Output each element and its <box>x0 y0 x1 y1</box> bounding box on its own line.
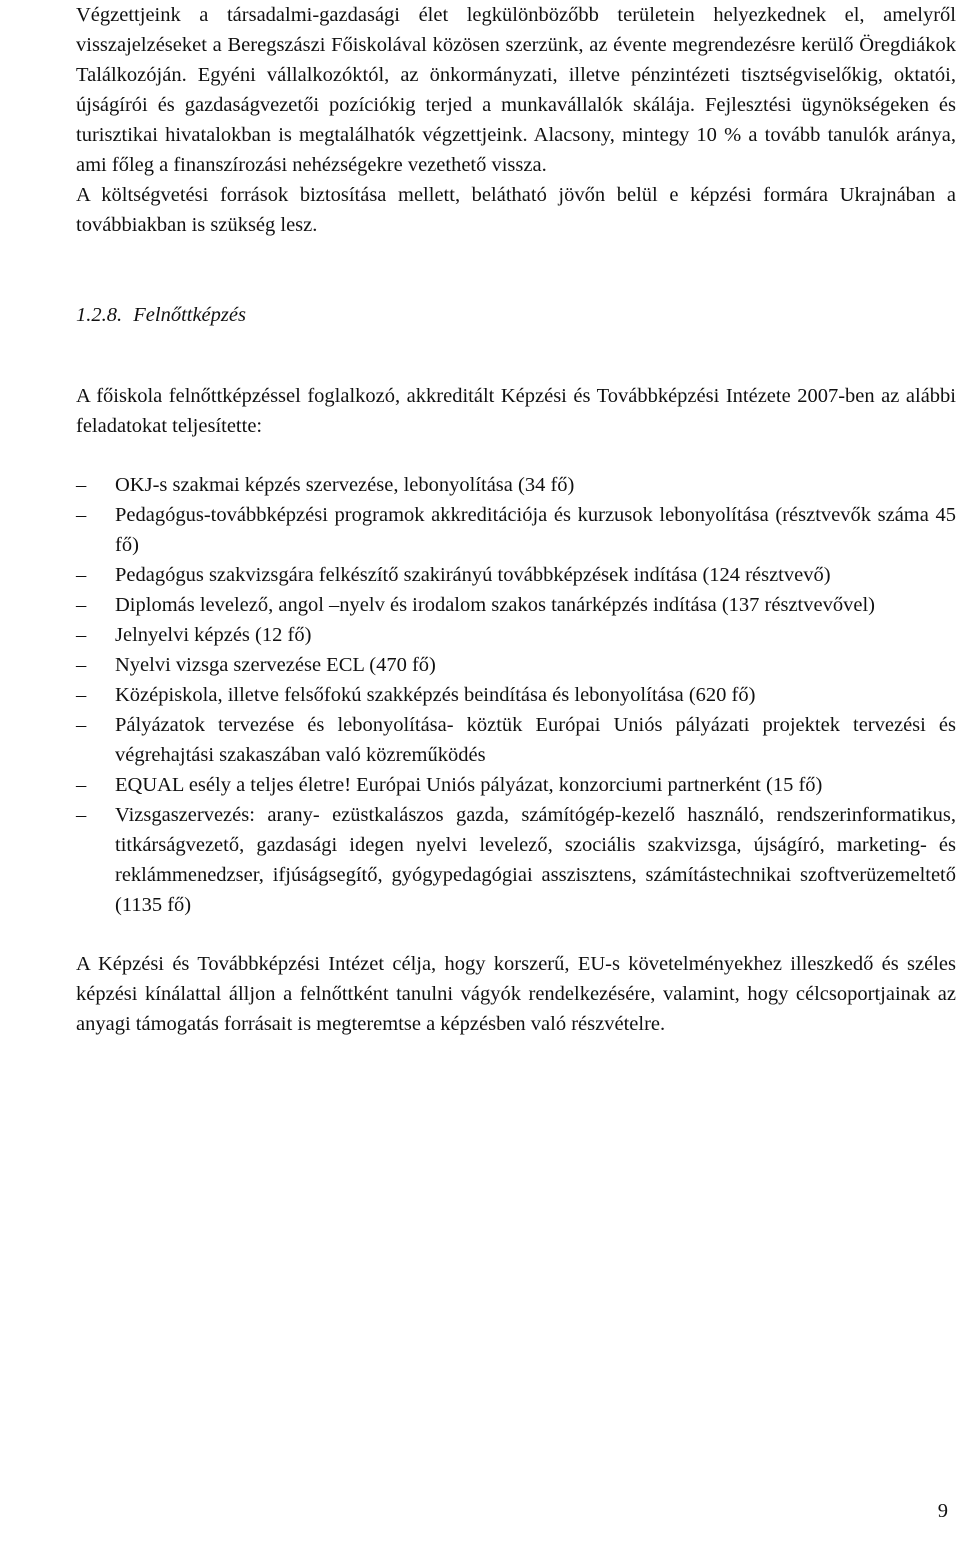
list-item-text: Jelnyelvi képzés (12 fő) <box>115 624 312 646</box>
dash-bullet: – <box>76 654 87 676</box>
list-item-text: Diplomás levelező, angol –nyelv és irodalom szakos tanárképzés indítása (137 résztvevővel) <box>115 594 875 616</box>
paragraph-budget: A költségvetési források biztosítása mellett, belátható jövőn belül e képzési formára Ukrajnában a továbbiakban is szükség lesz. <box>76 184 956 236</box>
dash-bullet: – <box>76 624 87 646</box>
list-item <box>76 770 956 800</box>
page-number: 9 <box>937 1500 948 1522</box>
dash-bullet: – <box>76 564 87 586</box>
list-item <box>76 560 956 590</box>
dash-bullet: – <box>76 684 87 706</box>
list-item-text: OKJ-s szakmai képzés szervezése, lebonyolítása (34 fő) <box>115 474 575 496</box>
list-item <box>76 620 956 650</box>
list-item-text: Pedagógus-továbbképzési programok akkreditációja és kurzusok lebonyolítása (résztvevők száma 45 fő) <box>115 504 956 556</box>
list-item <box>76 800 956 920</box>
list-item <box>76 470 956 500</box>
list-item-text: EQUAL esély a teljes életre! Európai Uniós pályázat, konzorciumi partnerként (15 fő) <box>115 774 823 796</box>
list-item-text: Vizsgaszervezés: arany- ezüstkalászos gazda, számítógép-kezelő használó, rendszerinformatikus, titkárságvezető, gazdasági idegen nyelvi levelező, szociális szakvizsga, újságíró, marketing- és reklámmenedzser, ifjúságsegítő, gyógypedagógiai asszisztens, számítástechnikai szoftverüzemeltető (1135 fő) <box>115 804 956 916</box>
dash-bullet: – <box>76 504 87 526</box>
section-title: Felnőttképzés <box>133 304 246 326</box>
paragraph-institute-goal: A Képzési és Továbbképzési Intézet célja, hogy korszerű, EU-s követelményekhez illeszkedő és széles képzési kínálattal álljon a felnőttként tanulni vágyók rendelkezésére, valamint, hogy célcsoportjainak az anyagi támogatás forrásait is megteremtse a képzésben való részvételre. <box>76 953 956 1035</box>
dash-bullet: – <box>76 804 87 826</box>
dash-bullet: – <box>76 774 87 796</box>
document-page <box>76 0 956 1039</box>
list-item <box>76 650 956 680</box>
list-item <box>76 680 956 710</box>
list-item <box>76 710 956 770</box>
dash-bullet: – <box>76 714 87 736</box>
list-item-text: Nyelvi vizsga szervezése ECL (470 fő) <box>115 654 436 676</box>
list-item <box>76 500 956 560</box>
list-item-text: Pályázatok tervezése és lebonyolítása- köztük Európai Uniós pályázati projektek tervezési és végrehajtási szakaszában való közreműködés <box>115 714 956 766</box>
list-item-text: Pedagógus szakvizsgára felkészítő szakirányú továbbképzések indítása (124 résztvevő) <box>115 564 831 586</box>
section-heading <box>76 300 956 330</box>
dash-bullet: – <box>76 474 87 496</box>
task-list <box>76 470 956 920</box>
section-number: 1.2.8. <box>76 304 123 326</box>
dash-bullet: – <box>76 594 87 616</box>
paragraph-institute-intro: A főiskola felnőttképzéssel foglalkozó, akkreditált Képzési és Továbbképzési Intézete 2007-ben az alábbi feladatokat teljesítette: <box>76 385 956 437</box>
list-item-text: Középiskola, illetve felsőfokú szakképzés beindítása és lebonyolítása (620 fő) <box>115 684 756 706</box>
paragraph-graduates: Végzettjeink a társadalmi-gazdasági élet legkülönbözőbb területein helyezkednek el, amelyről visszajelzéseket a Beregszászi Főiskolával közösen szerzünk, az évente megrendezésre kerülő Öregdiákok Találkozóján. Egyéni vállalkozóktól, az önkormányzati, illetve pénzintézeti tisztségviselőkig, oktatói, újságírói és gazdaságvezetői pozíciókig terjed a munkavállalók skálája. Fejlesztési ügynökségeken és turisztikai hivatalokban is megtalálhatók végzettjeink. Alacsony, mintegy 10 % a tovább tanulók aránya, ami főleg a finanszírozási nehézségekre vezethető vissza. <box>76 4 956 176</box>
list-item <box>76 590 956 620</box>
